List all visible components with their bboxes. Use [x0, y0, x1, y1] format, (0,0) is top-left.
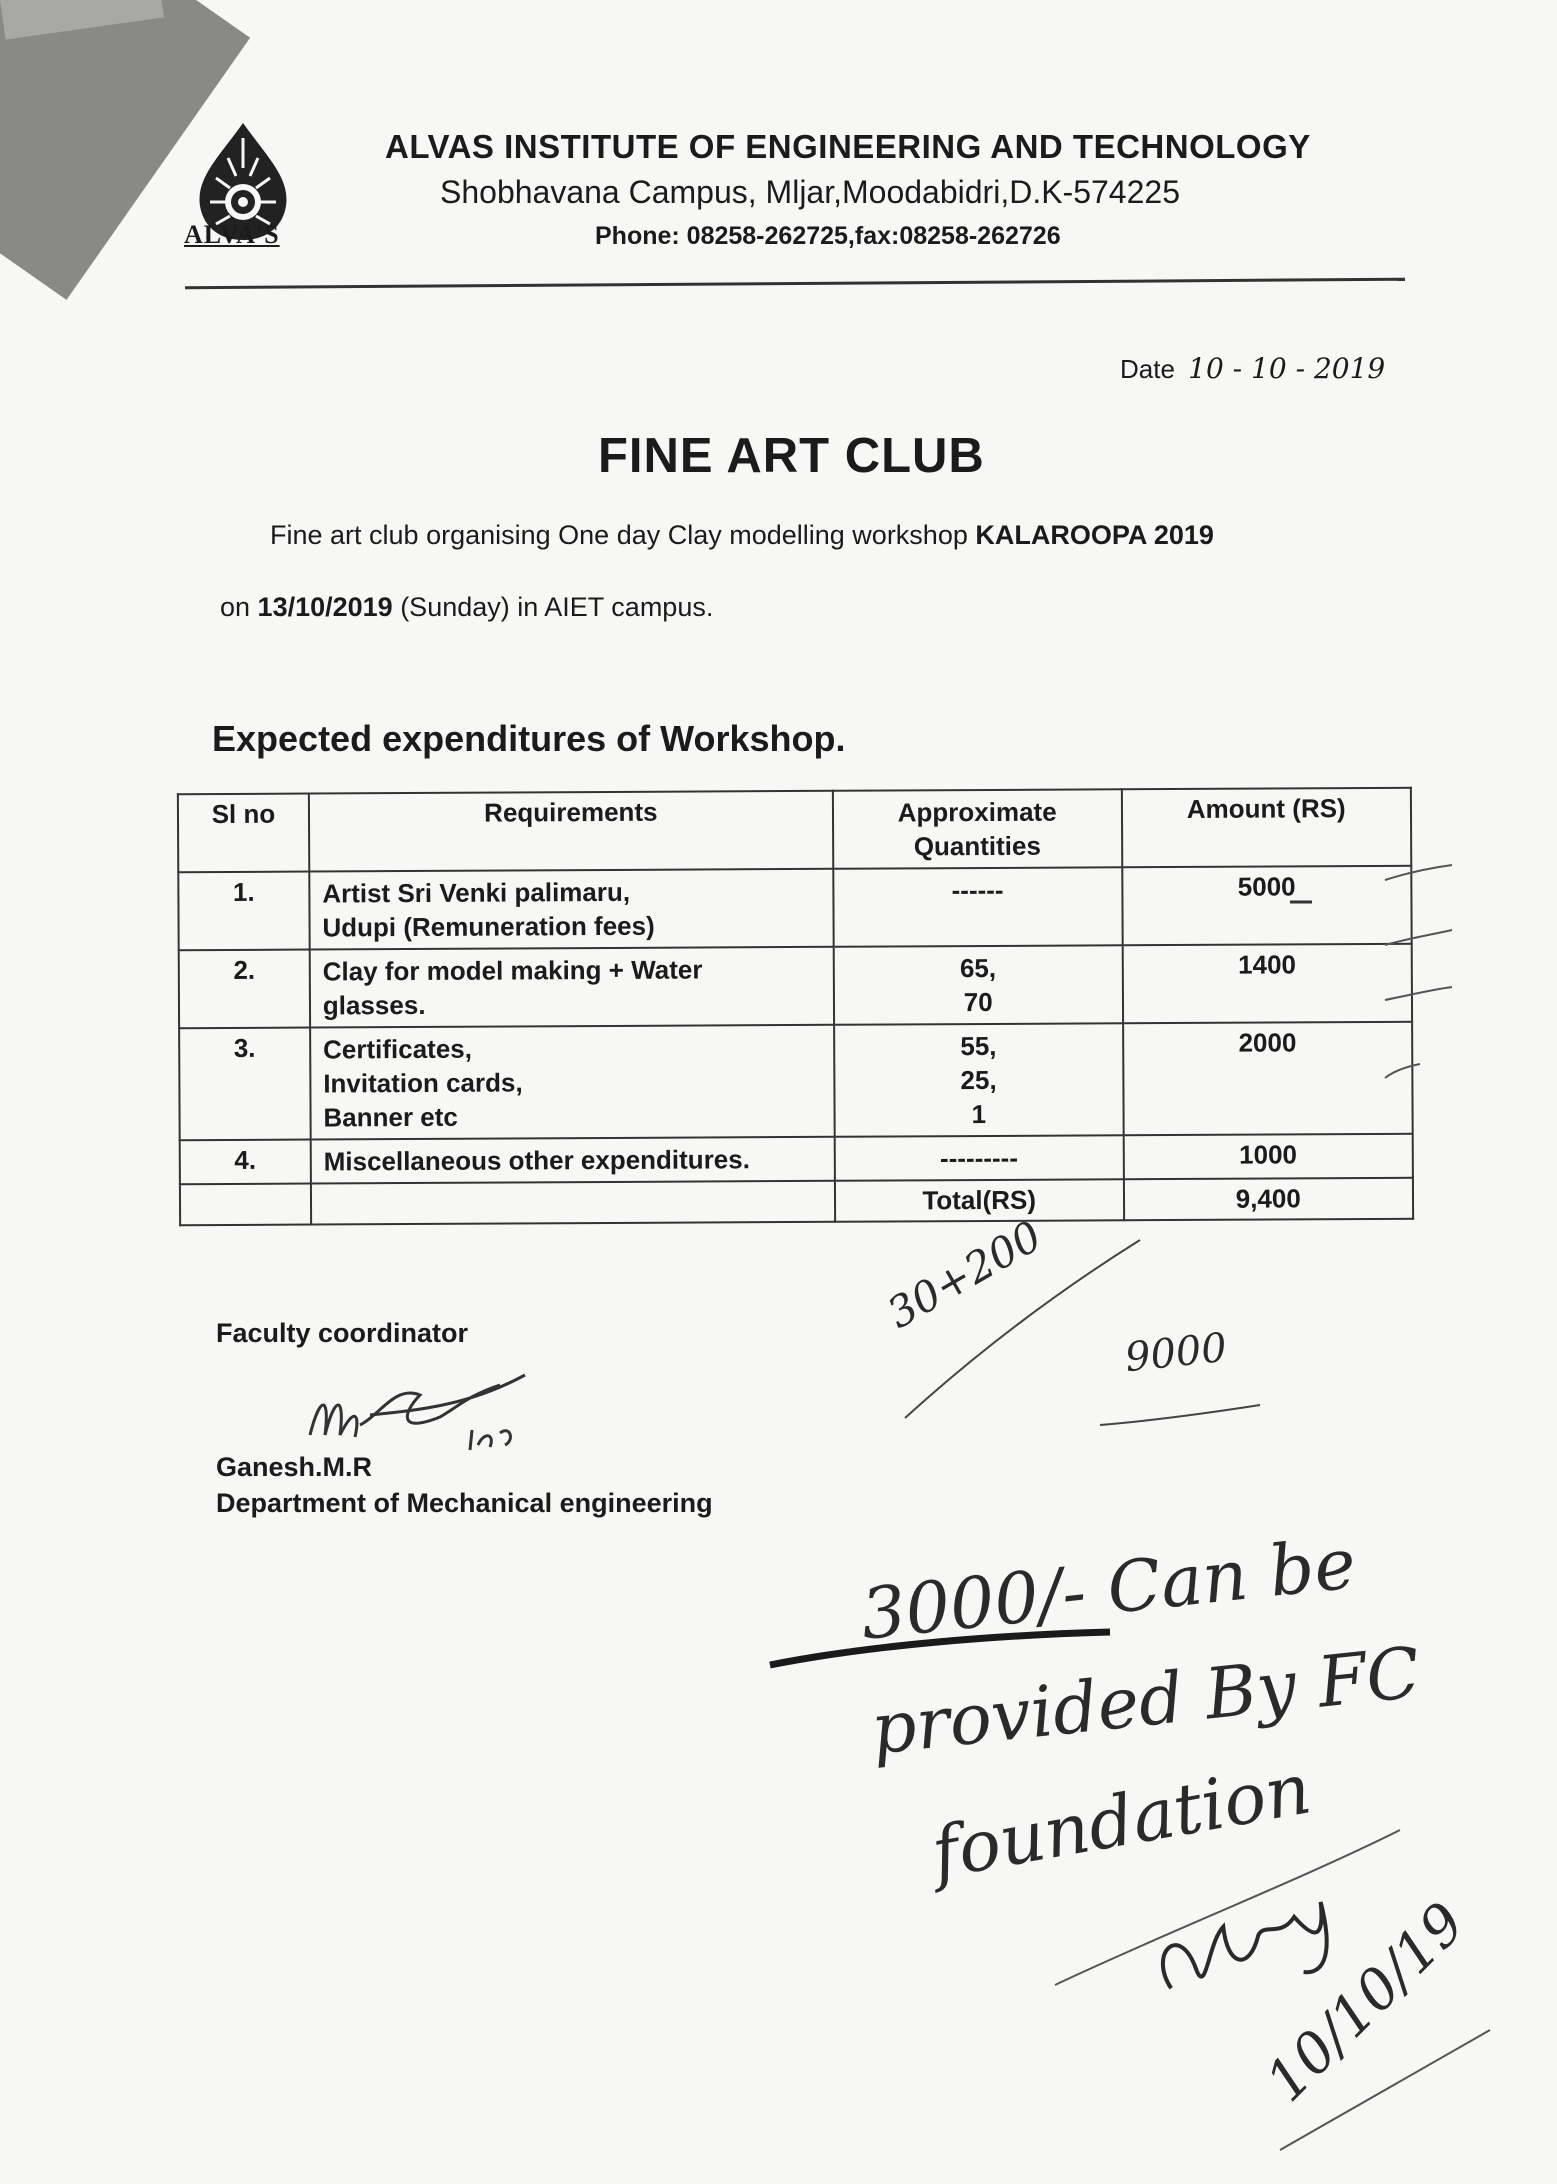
expenditure-table: [177, 787, 1414, 1226]
handwritten-approval-date: 10/10/19: [1253, 1890, 1478, 2115]
handwritten-note-line-2: provided By FC: [867, 1631, 1424, 1771]
handwritten-note-line-1: 3000/- Can be: [857, 1522, 1360, 1656]
institute-name: ALVAS INSTITUTE OF ENGINEERING AND TECHNOLOGY: [385, 128, 1311, 165]
header-quantities-line2: Quantities: [913, 830, 1041, 862]
row-requirement: [311, 1137, 835, 1184]
workshop-date: 13/10/2019: [257, 592, 393, 622]
workshop-name: KALAROOPA 2019: [975, 520, 1214, 550]
row-amount: 2000: [1123, 1022, 1413, 1136]
faculty-name: Ganesh.M.R: [216, 1452, 373, 1482]
requirement-line: Banner etc: [323, 1101, 458, 1133]
table-header-row: [178, 788, 1411, 872]
total-label: Total(RS): [835, 1179, 1124, 1222]
intro-text: Fine art club organising One day Clay modelling workshop: [270, 520, 976, 550]
intro-line-2: [220, 592, 713, 623]
quantity-line: ------: [951, 874, 1004, 906]
row-quantity: [835, 1135, 1124, 1181]
row-quantity: [833, 867, 1122, 947]
row-requirement: [310, 1025, 835, 1140]
row-requirement: [309, 869, 833, 950]
document-date: [1120, 352, 1385, 385]
document-title: FINE ART CLUB: [598, 429, 985, 483]
intro-text: (Sunday) in AIET campus.: [392, 592, 714, 622]
quantity-line: 65,: [959, 952, 997, 984]
quantity-line: 55,: [960, 1030, 997, 1062]
total-value: 9,400: [1123, 1178, 1413, 1221]
row-sl-no: 3.: [179, 1028, 310, 1141]
header-divider: [185, 278, 1405, 290]
requirement-line: Clay for model making + Water: [322, 954, 703, 987]
requirement-line: Udupi (Remuneration fees): [322, 910, 655, 943]
table-row: [179, 1022, 1413, 1140]
header-requirements: Requirements: [309, 791, 833, 872]
faculty-department: Department of Mechanical engineering: [216, 1488, 713, 1518]
table-row: [178, 866, 1411, 950]
table-row: [180, 1134, 1413, 1184]
requirement-line: Certificates,: [323, 1033, 473, 1065]
row-sl-no: 1.: [178, 872, 309, 951]
requirement-line: glasses.: [322, 989, 426, 1021]
handwritten-calculation-1: 30+200: [879, 1211, 1050, 1338]
quantity-line: 1: [971, 1099, 987, 1130]
logo-wordmark: ALVA'S: [184, 220, 280, 249]
table-row: [179, 944, 1412, 1028]
total-empty-cell: [311, 1181, 835, 1225]
date-label: Date: [1120, 354, 1175, 384]
quantity-line: ---------: [939, 1142, 1019, 1174]
row-requirement: [310, 947, 834, 1028]
requirement-line: Miscellaneous other expenditures.: [323, 1144, 750, 1177]
row-amount: 1000: [1123, 1134, 1413, 1180]
row-sl-no: 2.: [179, 950, 310, 1029]
date-value: 10 - 10 - 2019: [1188, 352, 1386, 385]
requirement-line: Invitation cards,: [323, 1067, 523, 1099]
faculty-coordinator-label: Faculty coordinator: [216, 1318, 469, 1348]
coordinator-signature-icon: [300, 1355, 530, 1465]
quantity-line: 25,: [960, 1064, 997, 1096]
row-quantity: [834, 1023, 1123, 1137]
requirement-line: Artist Sri Venki palimaru,: [322, 876, 631, 909]
handwritten-note-line-3: foundation: [925, 1747, 1317, 1895]
expenditure-heading: Expected expenditures of Workshop.: [212, 718, 846, 759]
table-total-row: [180, 1178, 1413, 1225]
header-sl-no: Sl no: [178, 794, 309, 873]
header-quantities: [833, 789, 1122, 869]
row-amount: 1400: [1122, 944, 1412, 1024]
institute-address: Shobhavana Campus, Mljar,Moodabidri,D.K-574225: [440, 174, 1180, 210]
handwritten-calculation-2: 9000: [1122, 1324, 1229, 1382]
institute-phone: Phone: 08258-262725,fax:08258-262726: [595, 222, 1061, 250]
header-amount: Amount (RS): [1121, 788, 1411, 868]
row-quantity: [834, 945, 1123, 1025]
row-amount: 5000: [1122, 866, 1412, 946]
header-quantities-line1: Approximate: [897, 796, 1057, 828]
quantity-line: 70: [963, 986, 993, 1018]
row-sl-no: 4.: [180, 1140, 311, 1185]
total-empty-cell: [180, 1184, 311, 1226]
intro-text: on: [220, 592, 258, 622]
intro-line-1: [270, 520, 1214, 551]
